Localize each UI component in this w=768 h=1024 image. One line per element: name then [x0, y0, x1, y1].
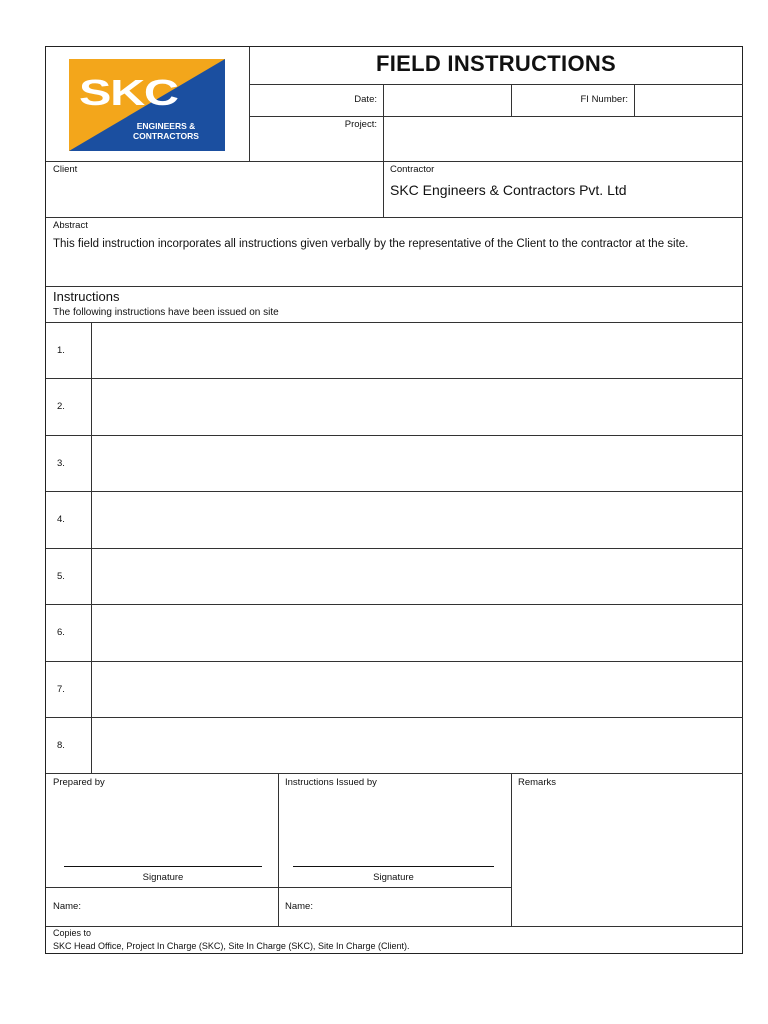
skc-logo: [69, 59, 225, 151]
contractor-label: Contractor: [390, 164, 435, 175]
date-label: Date:: [354, 94, 377, 105]
logo-subtitle-line2: CONTRACTORS: [133, 131, 199, 141]
instruction-row-3-field[interactable]: [92, 436, 743, 491]
prepared-by-label: Prepared by: [53, 777, 105, 788]
fi-number-label: FI Number:: [580, 94, 628, 105]
prepared-by-signature-caption: Signature: [142, 872, 184, 883]
client-field[interactable]: [47, 177, 382, 215]
instruction-number: 4.: [57, 514, 65, 525]
instructions-heading: Instructions: [53, 289, 120, 304]
project-label: Project:: [344, 119, 377, 130]
logo-subtitle: [113, 121, 219, 141]
instructions-subheading: The following instructions have been issued on site: [53, 307, 279, 318]
page-title: FIELD INSTRUCTIONS: [375, 51, 617, 76]
prepared-by-name-field[interactable]: [86, 889, 276, 925]
copies-to-label: Copies to: [53, 928, 92, 938]
client-label: Client: [53, 164, 78, 175]
instruction-row-8-field[interactable]: [92, 718, 743, 773]
remarks-label: Remarks: [518, 777, 557, 788]
prepared-by-signature-line: [64, 866, 262, 867]
prepared-by-name-label: Name:: [53, 901, 81, 912]
issued-by-signature-caption: Signature: [373, 872, 414, 883]
date-field[interactable]: [384, 85, 510, 116]
project-field[interactable]: [384, 117, 743, 161]
instruction-number: 2.: [57, 401, 65, 412]
contractor-value: SKC Engineers & Contractors Pvt. Ltd: [390, 182, 627, 198]
instruction-row-4-field[interactable]: [92, 492, 743, 547]
issued-by-signature-line: [293, 866, 494, 867]
instruction-row-5-field[interactable]: [92, 549, 743, 604]
instruction-row-2-field[interactable]: [92, 379, 743, 434]
issued-by-name-label: Name:: [285, 901, 313, 912]
issued-by-signature-field[interactable]: [279, 792, 510, 866]
issued-by-name-field[interactable]: [318, 889, 508, 925]
issued-by-label: Instructions Issued by: [285, 777, 377, 788]
fi-number-field[interactable]: [635, 85, 743, 116]
remarks-field[interactable]: [512, 792, 743, 925]
instruction-number: 3.: [57, 458, 65, 469]
instruction-number: 5.: [57, 571, 65, 582]
field-instruction-form: [45, 46, 743, 954]
instruction-row-1-field[interactable]: [92, 323, 743, 378]
instruction-number: 8.: [57, 740, 65, 751]
logo-word: SKC: [79, 72, 178, 113]
instruction-row-6-field[interactable]: [92, 605, 743, 660]
prepared-by-signature-field[interactable]: [47, 792, 277, 866]
abstract-label: Abstract: [53, 220, 88, 231]
instruction-number: 7.: [57, 684, 65, 695]
copies-to-text: SKC Head Office, Project In Charge (SKC), Site In Charge (SKC), Site In Charge (Client).: [53, 941, 410, 951]
abstract-text: This field instruction incorporates all instructions given verbally by the representative of the Client to the contractor at the site.: [53, 238, 689, 250]
instruction-row-7-field[interactable]: [92, 662, 743, 717]
logo-subtitle-line1: ENGINEERS &: [136, 121, 196, 131]
instruction-number: 1.: [57, 345, 65, 356]
instruction-number: 6.: [57, 627, 65, 638]
